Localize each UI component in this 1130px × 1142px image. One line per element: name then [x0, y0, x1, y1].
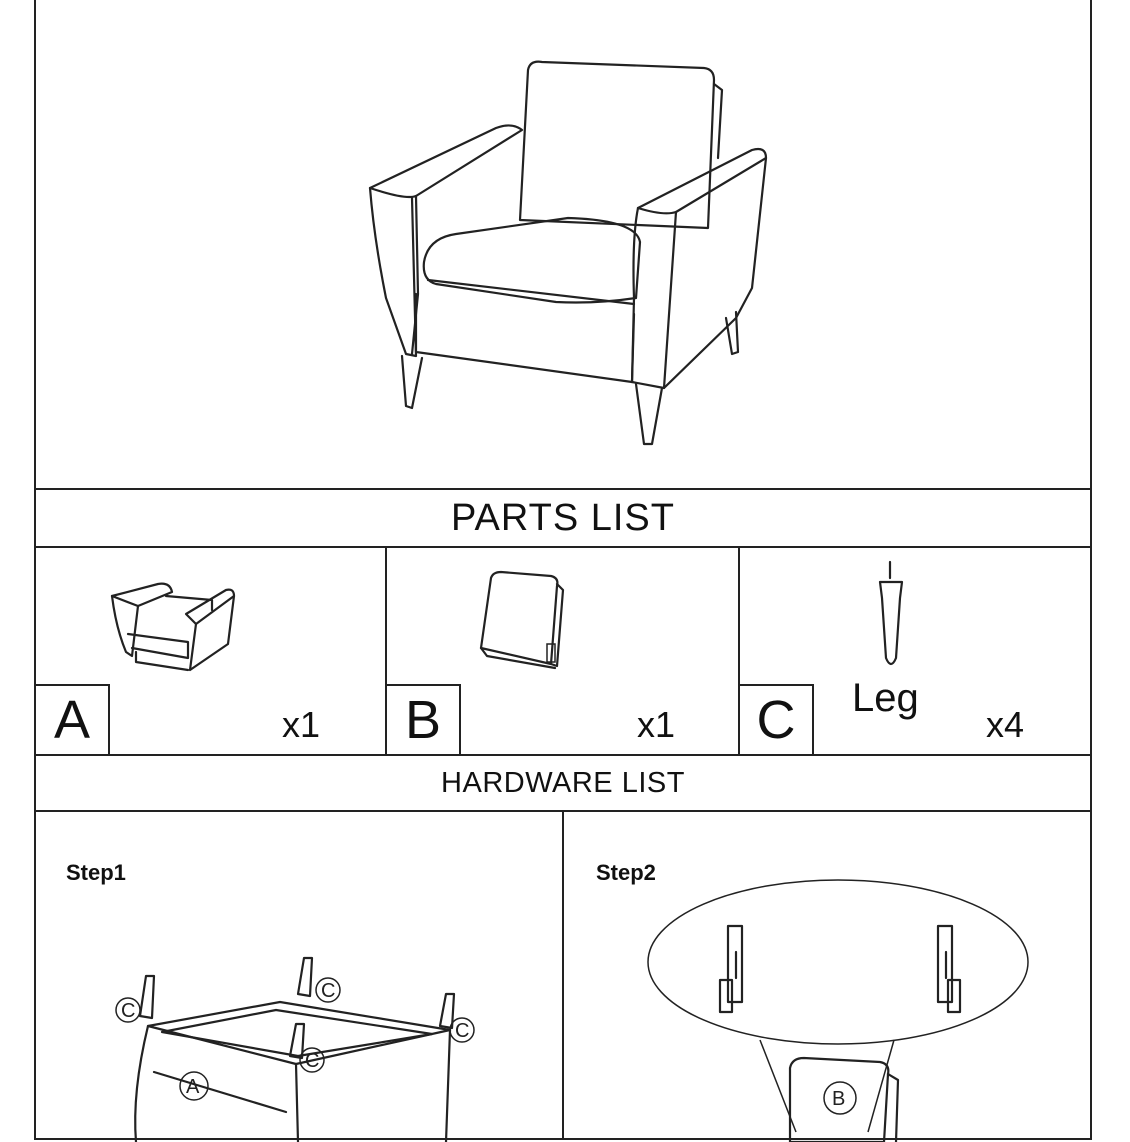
svg-text:C: C — [121, 1000, 136, 1022]
part-c-cell — [738, 546, 1092, 756]
part-b-letter: B — [385, 684, 461, 756]
part-a-quantity: x1 — [282, 704, 321, 745]
callout-c-1 — [116, 998, 140, 1022]
part-b-quantity: x1 — [637, 704, 676, 745]
part-b-cell — [385, 546, 740, 756]
armchair-illustration-panel — [34, 0, 1092, 490]
svg-text:B: B — [832, 1088, 846, 1110]
svg-text:C: C — [455, 1020, 470, 1042]
part-c-label: Leg — [852, 676, 919, 720]
part-a-letter: A — [34, 684, 110, 756]
callout-b — [824, 1082, 856, 1114]
part-a-cell — [34, 546, 387, 756]
step-1-panel — [34, 810, 564, 1140]
parts-list-heading — [34, 488, 1092, 548]
svg-text:A: A — [186, 1076, 200, 1098]
callout-c-4 — [300, 1048, 324, 1072]
part-c-letter: C — [738, 684, 814, 756]
step-2-title: Step2 — [596, 860, 656, 885]
part-c-quantity: x4 — [986, 704, 1025, 745]
step-2-panel — [562, 810, 1092, 1140]
step-2-diagram — [564, 812, 1094, 1142]
hardware-list-heading — [34, 754, 1092, 812]
svg-text:C: C — [321, 980, 336, 1002]
svg-text:C: C — [305, 1050, 320, 1072]
callout-c-2 — [316, 978, 340, 1002]
step-1-diagram — [36, 812, 566, 1142]
callout-c-3 — [450, 1018, 474, 1042]
step-1-title: Step1 — [66, 860, 126, 885]
hardware-list-title: HARDWARE LIST — [441, 766, 685, 799]
armchair-icon — [36, 0, 1094, 492]
parts-list-title: PARTS LIST — [451, 496, 675, 539]
